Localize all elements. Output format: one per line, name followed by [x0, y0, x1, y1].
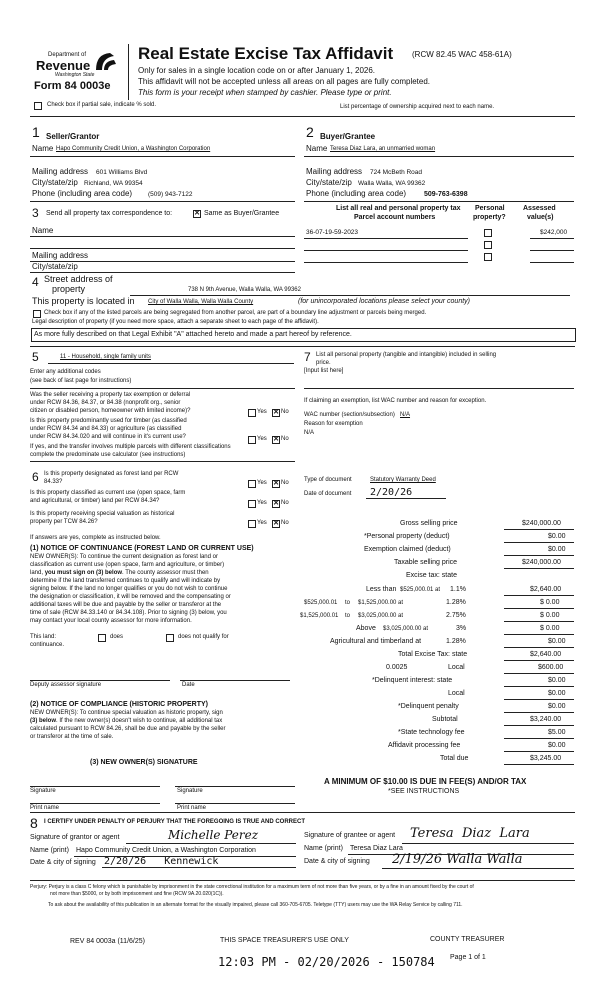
- tech-fee-label: *State technology fee: [398, 729, 465, 736]
- correspondence-label: Send all property tax correspondence to:: [46, 210, 173, 217]
- forest-yes-checkbox[interactable]: [248, 480, 256, 488]
- delinquent-local-value[interactable]: $0.00: [548, 690, 566, 697]
- no-label: No: [281, 409, 289, 415]
- buyer-phone-label: Phone (including area code): [306, 189, 407, 198]
- q-timber-2: under RCW 84.34 and 84.33) or agriculture (as classified: [30, 426, 182, 432]
- personal-deduct-label: *Personal property (deduct): [364, 533, 450, 540]
- ag-label: Agricultural and timberland at: [330, 638, 422, 645]
- page-indicator: Page 1 of 1: [450, 954, 486, 961]
- timber-yes-checkbox[interactable]: [248, 436, 256, 444]
- codes-label-2: (see back of last page for instructions): [30, 378, 132, 384]
- owner-signature-label-2: Signature: [177, 788, 203, 794]
- reason-value[interactable]: N/A: [304, 430, 315, 436]
- buyer-city-value[interactable]: Walla Walla, WA 99362: [358, 180, 426, 187]
- taxable-value[interactable]: $240,000.00: [522, 559, 561, 566]
- does-not-label: does not qualify for: [178, 634, 229, 640]
- parcel-header-2: Parcel account numbers: [354, 214, 436, 221]
- this-land-label: This land:: [30, 634, 57, 640]
- tier1-rate: 1.1%: [450, 586, 466, 593]
- same-as-buyer-label: Same as Buyer/Grantee: [204, 210, 280, 217]
- segregation-label: Check box if any of the listed parcels are being segregated from another parcel, are part of a boundary line adjustment or parcels being merged.: [44, 310, 427, 316]
- located-label: This property is located in: [32, 296, 135, 306]
- no-label: No: [281, 436, 289, 442]
- street-label-1: Street address of: [44, 274, 113, 284]
- tier2-amount: $1,525,000.00 at: [358, 600, 404, 606]
- county-treasurer-label: COUNTY TREASURER: [430, 936, 505, 943]
- grantor-date-label: Date & city of signing: [30, 859, 96, 866]
- personal-property-label-1: List all personal property (tangible and intangible) included in selling: [316, 352, 497, 358]
- street-label-2: property: [52, 284, 86, 294]
- yes-label: Yes: [257, 409, 267, 415]
- timber-no-checkbox[interactable]: ✕: [273, 436, 279, 443]
- total-state-value[interactable]: $2,640.00: [530, 651, 562, 658]
- notice-text: the designation or classification, it will be removed and the compensating or: [30, 594, 231, 600]
- wac-label: WAC number (section/subsection): [304, 412, 395, 418]
- does-label: does: [110, 634, 124, 640]
- personal-property-label-2: price.: [316, 360, 331, 366]
- forest-no-checkbox[interactable]: ✕: [273, 480, 279, 487]
- see-instructions: *SEE INSTRUCTIONS: [388, 788, 460, 795]
- tier2-from: $525,000.01: [304, 600, 338, 606]
- personal-header-2: property?: [473, 214, 506, 221]
- deputy-date-label: Date: [182, 682, 195, 688]
- yes-label: Yes: [257, 500, 267, 506]
- minimum-due-note: A MINIMUM OF $10.00 IS DUE IN FEE(S) AND/OR TAX: [324, 777, 527, 786]
- q-multiple-2: complete the predominate use calculator (see instructions): [30, 452, 186, 458]
- notice-text: (3) below. If the new owner(s) doesn't wish to continue, all additional tax: [30, 718, 223, 724]
- grantor-signature-label: Signature of grantor or agent: [30, 834, 120, 841]
- personal-property-checkbox-1[interactable]: [484, 229, 492, 237]
- owner-print-name-label-2: Print name: [177, 805, 207, 811]
- q-exemption-3: citizen or disabled person, homeowner with limited income)?: [30, 408, 191, 414]
- notice-text: classification as current use (open space, farm and agriculture, or timber): [30, 562, 225, 568]
- seller-heading: Seller/Grantor: [46, 132, 100, 141]
- section-number-1: 1: [32, 124, 40, 140]
- buyer-city-label: City/state/zip: [306, 178, 352, 187]
- q-forest-1: Is this property designated as forest land per RCW: [44, 471, 179, 477]
- rcw-reference: (RCW 82.45 WAC 458-61A): [412, 50, 512, 59]
- revenue-emblem-icon: [92, 50, 118, 72]
- subtitle-2: This affidavit will not be accepted unless all areas on all pages are fully completed.: [138, 77, 431, 86]
- codes-label-1: Enter any additional codes: [30, 369, 101, 375]
- yes-label: Yes: [257, 480, 267, 486]
- street-address-value[interactable]: 738 N 9th Avenue, Walla Walla, WA 99362: [188, 287, 301, 293]
- grantor-date-value[interactable]: 2/20/26 Kennewick: [104, 856, 219, 867]
- grantee-name-label: Name (print): [304, 845, 343, 852]
- tier1-label: Less than: [366, 586, 397, 593]
- grantor-name-value[interactable]: Hapo Community Credit Union, a Washington Corporation: [76, 847, 256, 854]
- current-use-no-checkbox[interactable]: ✕: [273, 500, 279, 507]
- buyer-name-value[interactable]: Teresa Diaz Lara, an unmarried woman: [330, 146, 436, 152]
- dept-state: Washington State: [55, 72, 95, 78]
- notice-text: determine if the land transferred continues to qualify and will indicate by: [30, 578, 221, 584]
- local-value[interactable]: $600.00: [538, 664, 564, 671]
- located-note: (for unincorporated locations please select your county): [298, 298, 470, 305]
- revision-label: REV 84 0003a (11/6/25): [70, 938, 145, 945]
- section-number-4: 4: [32, 275, 39, 289]
- penalty-value[interactable]: $0.00: [548, 703, 566, 710]
- q-exemption-1: Was the seller receiving a property tax exemption or deferral: [30, 392, 191, 398]
- delinquent-state-value[interactable]: $0.00: [548, 677, 566, 684]
- notice-compliance-title: (2) NOTICE OF COMPLIANCE (HISTORIC PROPERTY): [30, 701, 208, 708]
- tier4-rate: 3%: [456, 625, 467, 632]
- ag-value[interactable]: $0.00: [548, 638, 566, 645]
- gross-label: Gross selling price: [400, 520, 458, 527]
- tier4-value[interactable]: $ 0.00: [540, 625, 560, 632]
- notice-text: or transferor at the time of sale.: [30, 734, 114, 740]
- q-multiple-1: If yes, and the transfer involves multiple parcels with different classifications: [30, 444, 231, 450]
- subtotal-label: Subtotal: [432, 716, 458, 723]
- total-state-label: Total Excise Tax: state: [398, 651, 468, 658]
- buyer-name-label: Name: [306, 144, 328, 153]
- owner-signature-label-1: Signature: [30, 788, 56, 794]
- gross-value[interactable]: $240,000.00: [522, 520, 561, 527]
- section-number-3: 3: [32, 206, 39, 220]
- continuance-label: continuance.: [30, 642, 65, 648]
- yes-label: Yes: [257, 520, 267, 526]
- q-current-use-2: and agricultural, or timber) land per RCW 84.34?: [30, 498, 160, 504]
- seller-mail-label: Mailing address: [32, 167, 89, 176]
- corr-city-label: City/state/zip: [32, 262, 78, 271]
- yes-label: Yes: [257, 436, 267, 442]
- ownership-note: List percentage of ownership acquired next to each name.: [340, 104, 495, 110]
- total-due-value[interactable]: $3,245.00: [530, 755, 562, 762]
- exemption-yes-checkbox[interactable]: [248, 409, 256, 417]
- no-label: No: [281, 500, 289, 506]
- penalty-label: *Delinquent penalty: [398, 703, 459, 710]
- seller-name-label: Name: [32, 144, 54, 153]
- grantee-date-label: Date & city of signing: [304, 858, 370, 865]
- q-timber-3: under RCW 84.34.020 and will continue in it's current use?: [30, 434, 186, 440]
- form-number: Form 84 0003e: [34, 80, 111, 92]
- assessed-header-2: value(s): [527, 214, 554, 221]
- q-timber-1: Is this property predominantly used for timber (as classified: [30, 418, 187, 424]
- grantee-date-value[interactable]: 2/19/26 Walla Walla: [392, 852, 523, 867]
- notice-text: NEW OWNER(S): To continue the current designation as forest land or: [30, 554, 218, 560]
- certify-statement: I CERTIFY UNDER PENALTY OF PERJURY THAT THE FOREGOING IS TRUE AND CORRECT: [44, 819, 306, 825]
- historic-no-checkbox[interactable]: ✕: [273, 520, 279, 527]
- tier3-to: to: [345, 613, 351, 619]
- header-divider: [128, 44, 129, 100]
- availability-note: To ask about the availability of this publication in an alternate format for the visually impaired, please call 360-705-6705. Teletype (TTY) users may use the WA Relay Service by calling 711.: [48, 902, 463, 908]
- personal-property-input[interactable]: [Input list here]: [304, 368, 344, 374]
- new-owner-signature-title: (3) NEW OWNER(S) SIGNATURE: [90, 759, 198, 766]
- q-current-use-1: Is this property classified as current use (open space, farm: [30, 490, 186, 496]
- section-number-2: 2: [306, 124, 314, 140]
- grantee-name-value[interactable]: Teresa Diaz Lara: [350, 845, 403, 852]
- exemption-label: Exemption claimed (deduct): [364, 546, 451, 553]
- legal-description-label: Legal description of property (if you need more space, attach a separate sheet to each page of the affidavit).: [32, 319, 319, 325]
- same-as-buyer-checkbox[interactable]: ✕: [194, 210, 200, 217]
- personal-property-checkbox-3[interactable]: [484, 253, 492, 261]
- buyer-phone-value[interactable]: 509-763-6398: [424, 191, 468, 198]
- excise-state-label: Excise tax: state: [406, 572, 457, 579]
- exemption-no-checkbox[interactable]: ✕: [273, 409, 279, 416]
- does-checkbox[interactable]: [98, 634, 106, 642]
- seller-city-label: City/state/zip: [32, 178, 78, 187]
- grantor-signature[interactable]: Michelle Perez: [168, 828, 259, 842]
- receipt-stamp: 12:03 PM - 02/20/2026 - 150784: [218, 955, 435, 969]
- parcel-header-1: List all real and personal property tax: [336, 205, 461, 212]
- section-number-6: 6: [32, 470, 39, 484]
- perjury-text-2: not more than $5000, or by both imprisonment and fine (RCW 9A.20.020(1C)).: [50, 891, 224, 897]
- page-title: Real Estate Excise Tax Affidavit: [138, 44, 394, 63]
- historic-yes-checkbox[interactable]: [248, 520, 256, 528]
- doc-date-label: Date of document: [304, 491, 352, 497]
- total-due-label: Total due: [440, 755, 469, 762]
- corr-mail-label: Mailing address: [32, 251, 89, 260]
- subtitle-1: Only for sales in a single location code on or after January 1, 2026.: [138, 66, 376, 75]
- delinquent-local-label: Local: [448, 690, 465, 697]
- partial-sale-checkbox[interactable]: [34, 102, 42, 110]
- subtotal-value[interactable]: $3,240.00: [530, 716, 562, 723]
- personal-header-1: Personal: [475, 205, 505, 212]
- tier3-from: $1,525,000.01: [300, 613, 339, 619]
- personal-property-checkbox-2[interactable]: [484, 241, 492, 249]
- dept-line1: Department of: [48, 52, 87, 58]
- assessed-header-1: Assessed: [523, 205, 556, 212]
- doc-type-value[interactable]: Statutory Warranty Deed: [370, 477, 436, 483]
- tier1-value[interactable]: $2,640.00: [530, 586, 562, 593]
- buyer-mail-label: Mailing address: [306, 167, 363, 176]
- tier4-label: Above: [356, 625, 376, 632]
- wac-value[interactable]: N/A: [400, 412, 411, 418]
- processing-fee-label: Affidavit processing fee: [388, 742, 461, 749]
- grantee-signature[interactable]: Teresa Diaz Lara: [410, 826, 530, 841]
- notice-text: calculated pursuant to RCW 84.26, shall be due and payable by the seller: [30, 726, 226, 732]
- does-not-checkbox[interactable]: [166, 634, 174, 642]
- dept-revenue: Revenue: [36, 58, 91, 73]
- local-rate: 0.0025: [386, 664, 408, 671]
- notice-text: time of sale (RCW 84.33.140 or 84.34.108). Prior to signing (3) below, you: [30, 610, 227, 616]
- doc-type-label: Type of document: [304, 477, 352, 483]
- divider: [30, 116, 575, 117]
- segregation-checkbox[interactable]: [33, 310, 41, 318]
- doc-date-value[interactable]: 2/20/26: [370, 487, 413, 498]
- seller-phone-label: Phone (including area code): [32, 189, 133, 198]
- processing-fee-value[interactable]: $0.00: [548, 742, 566, 749]
- section-number-5: 5: [32, 350, 39, 364]
- notice-text: land, you must sign on (3) below. The county assessor must then: [30, 570, 209, 576]
- grantor-name-label: Name (print): [30, 847, 69, 854]
- q-historic-2: property per TCW 84.26?: [30, 519, 98, 525]
- q-historic-1: Is this property receiving special valuation as historical: [30, 511, 175, 517]
- buyer-mail-value[interactable]: 724 McBeth Road: [370, 169, 423, 176]
- notice-text: may contact your local county assessor for more information.: [30, 618, 192, 624]
- tier3-amount: $3,025,000.00 at: [358, 613, 404, 619]
- section-number-8: 8: [30, 815, 38, 831]
- notice-continuance-title: (1) NOTICE OF CONTINUANCE (FOREST LAND OR CURRENT USE): [30, 545, 254, 552]
- deputy-signature-label: Deputy assessor signature: [30, 682, 102, 688]
- seller-phone-value[interactable]: (509) 943-7122: [148, 191, 193, 198]
- land-use-code[interactable]: 11 - Household, single family units: [60, 354, 151, 360]
- wac-intro: If claiming an exemption, list WAC number and reason for exception.: [304, 398, 487, 404]
- treasurer-use-label: THIS SPACE TREASURER'S USE ONLY: [220, 937, 349, 944]
- notice-text: NEW OWNER(S): To continue special valuation as historic property, sign: [30, 710, 223, 716]
- grantee-signature-label: Signature of grantee or agent: [304, 832, 396, 839]
- local-label: Local: [448, 664, 465, 671]
- no-label: No: [281, 480, 289, 486]
- tier1-amount: $525,000.01 at: [400, 587, 441, 593]
- corr-name-label: Name: [32, 226, 54, 235]
- tech-fee-value[interactable]: $5.00: [548, 729, 566, 736]
- buyer-heading: Buyer/Grantee: [320, 132, 376, 141]
- q-forest-2: 84.33?: [44, 479, 63, 485]
- located-value[interactable]: City of Walla Walla, Walla Walla County: [148, 299, 254, 305]
- taxable-label: Taxable selling price: [394, 559, 458, 566]
- tier3-rate: 2.75%: [446, 612, 466, 619]
- notice-text: signing below. If the land no longer qualifies or you do not wish to continue: [30, 586, 228, 592]
- owner-print-name-label-1: Print name: [30, 805, 60, 811]
- notice-text: additional taxes will be due and payable by the seller or transferor at the: [30, 602, 222, 608]
- q-exemption-2: under RCW 84.36, 84.37, or 84.38 (nonprofit org., senior: [30, 400, 181, 406]
- if-yes-note: If answers are yes, complete as instructed below.: [30, 535, 161, 541]
- tier2-to: to: [345, 600, 351, 606]
- ag-rate: 1.28%: [446, 638, 466, 645]
- subtitle-3: This form is your receipt when stamped by cashier. Please type or print.: [138, 88, 392, 97]
- personal-deduct-value[interactable]: $0.00: [548, 533, 566, 540]
- seller-city-value[interactable]: Richland, WA 99354: [84, 180, 143, 187]
- legal-description-box[interactable]: As more fully described on that Legal Exhibit "A" attached hereto and made a part hereof by reference.: [31, 328, 576, 342]
- no-label: No: [281, 520, 289, 526]
- perjury-text-1: Perjury: Perjury is a class C felony which is punishable by imprisonment in the state correctional institution for a maximum term of not more than five years, or by a fine in an amount fixed by the court of: [30, 884, 474, 890]
- delinquent-state-label: *Delinquent interest: state: [372, 677, 453, 684]
- tier2-value[interactable]: $ 0.00: [540, 599, 560, 606]
- section-number-7: 7: [304, 350, 311, 364]
- reason-label: Reason for exemption: [304, 421, 363, 427]
- seller-name-value[interactable]: Hapo Community Credit Union, a Washington Corporation: [56, 146, 211, 152]
- assessed-value-1[interactable]: $242,000: [540, 229, 568, 236]
- current-use-yes-checkbox[interactable]: [248, 500, 256, 508]
- parcel-number-1[interactable]: 36-07-19-59-2023: [306, 229, 359, 236]
- seller-mail-value[interactable]: 601 Williams Blvd: [96, 169, 148, 176]
- tier3-value[interactable]: $ 0.00: [540, 612, 560, 619]
- tier4-amount: $3,025,000.00 at: [383, 626, 429, 632]
- partial-sale-label: Check box if partial sale, indicate % sold.: [47, 102, 157, 108]
- exemption-value[interactable]: $0.00: [548, 546, 566, 553]
- tier2-rate: 1.28%: [446, 599, 466, 606]
